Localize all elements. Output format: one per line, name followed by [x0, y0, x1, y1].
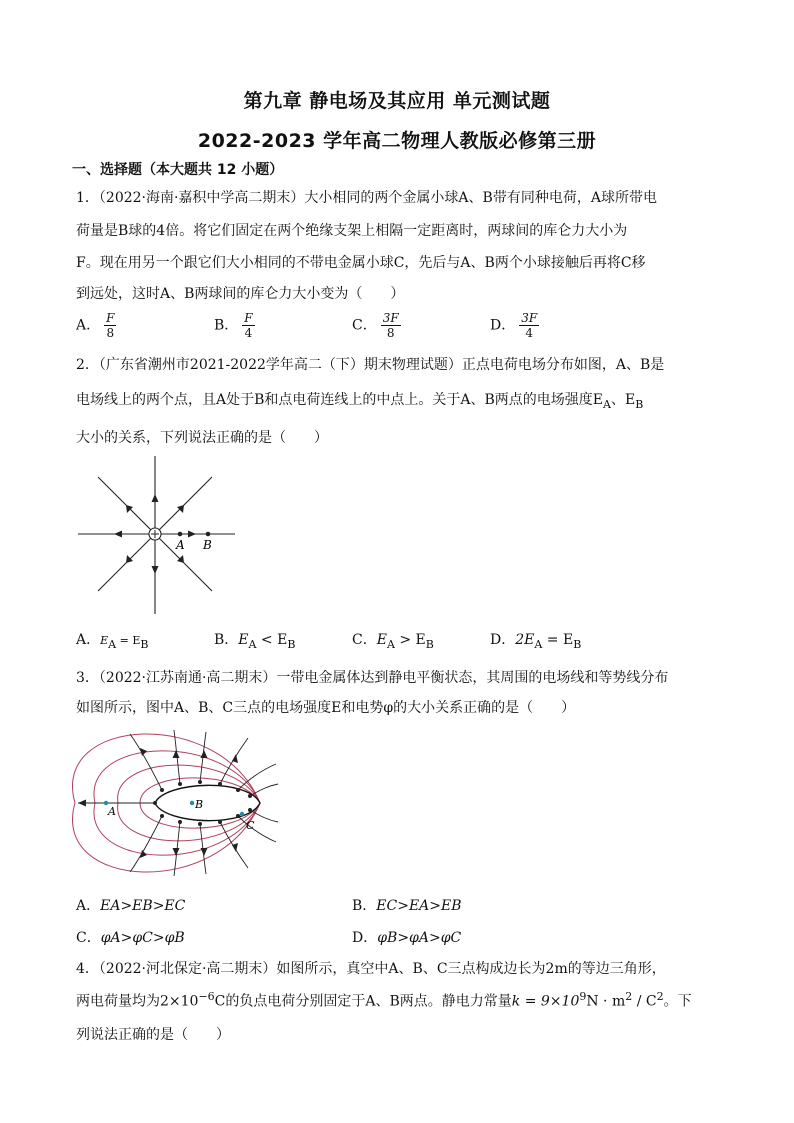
q2-option-b[interactable] — [214, 629, 295, 651]
label-b: B — [203, 538, 212, 552]
subscript: B — [287, 637, 296, 651]
q2-line2-text: 电场线上的两个点，且A处于B和点电荷连线上的中点上。关于A、B两点的电场强度E — [76, 392, 604, 408]
q2-line3: 大小的关系，下列说法正确的是（ ） — [76, 430, 328, 446]
option-letter: A． — [76, 317, 101, 334]
option-text: φA>φC>φB — [100, 930, 185, 946]
q1-line2: 荷量是B球的4倍。将它们固定在两个绝缘支架上相隔一定距离时，两球间的库仑力大小为 — [76, 223, 628, 239]
q4-charge: 2×10 — [160, 993, 199, 1010]
fraction-num: 3F — [382, 311, 399, 325]
q2-line2 — [76, 389, 643, 411]
q4-text: 。下 — [663, 993, 692, 1010]
opt-e: E — [376, 632, 387, 648]
fraction-den: 4 — [244, 326, 253, 340]
q1-option-a[interactable] — [76, 311, 116, 340]
fraction-den: 4 — [525, 326, 534, 340]
opt-e: E — [100, 634, 109, 647]
label-a: A — [176, 538, 185, 552]
fraction-num: 3F — [521, 311, 538, 325]
q3-option-b[interactable] — [352, 895, 462, 915]
point-charge-field-figure — [70, 452, 240, 622]
option-text: φB>φA>φC — [377, 930, 462, 946]
q1-option-b[interactable] — [214, 311, 255, 340]
option-letter: D． — [490, 317, 516, 334]
q4-text: 两电荷量均为 — [76, 993, 160, 1010]
option-letter: B． — [214, 317, 239, 334]
conductor-field-figure — [70, 726, 280, 890]
opt-e: E — [238, 632, 249, 648]
q3-line1: 3．（2022·江苏南通·高二期末）一带电金属体达到静电平衡状态，其周围的电场线和等势线分布 — [76, 670, 669, 686]
q3-option-a[interactable] — [76, 895, 185, 915]
superscript: 9 — [579, 990, 587, 1003]
subscript: A — [534, 637, 543, 651]
fraction — [104, 311, 116, 340]
opt-mid: < E — [256, 632, 288, 648]
fraction-num: F — [106, 311, 115, 325]
option-letter: C． — [76, 930, 101, 946]
subscript: A — [248, 637, 257, 651]
opt-mid: > E — [394, 632, 426, 648]
option-letter: C． — [352, 317, 377, 334]
subscript: A — [108, 637, 117, 651]
fraction-den: 8 — [106, 326, 115, 340]
q2-option-c[interactable] — [352, 629, 434, 651]
opt-mid: = E — [116, 634, 141, 647]
q4-line2 — [76, 990, 692, 1011]
q3-line2: 如图所示，图中A、B、C三点的电场强度E和电势φ的大小关系正确的是（ ） — [76, 700, 576, 716]
q4-constant: k = 9×10 — [511, 993, 580, 1010]
q3-option-c[interactable] — [76, 927, 185, 947]
label-c: C — [246, 819, 255, 832]
q1-line4: 到远处，这时A、B两球间的库仑力大小变为（ ） — [76, 286, 405, 302]
q3-option-d[interactable] — [352, 927, 461, 947]
label-b: B — [195, 798, 204, 811]
option-letter: B． — [214, 632, 239, 648]
q4-line1: 4．（2022·河北保定·高二期末）如图所示，真空中A、B、C三点构成边长为2m的等边三角形， — [76, 961, 666, 977]
option-letter: C． — [352, 632, 377, 648]
option-letter: D． — [352, 930, 378, 946]
subscript: B — [425, 637, 434, 651]
subscript: A — [603, 397, 611, 411]
subscript: B — [635, 397, 644, 411]
q4-text: C的负点电荷分别固定于A、B两点。静电力常量 — [214, 993, 512, 1010]
fraction — [242, 311, 254, 340]
option-letter: D． — [490, 632, 516, 648]
opt-e: 2E — [515, 632, 535, 648]
fraction — [519, 311, 539, 340]
subscript: B — [573, 637, 582, 651]
superscript: 2 — [656, 990, 664, 1003]
subscript: B — [140, 637, 149, 651]
section-heading: 一、选择题（本大题共 12 小题） — [72, 162, 284, 178]
option-letter: A． — [76, 898, 101, 914]
q1-option-c[interactable] — [352, 311, 401, 340]
q1-line3: F。现在用另一个跟它们大小相同的不带电金属小球C，先后与A、B两个小球接触后再将C移 — [76, 255, 646, 271]
q2-line2-sep: 、E — [610, 392, 636, 408]
superscript: −6 — [198, 990, 215, 1003]
q4-unit: / C — [632, 993, 657, 1010]
q2-line1: 2．（广东省潮州市2021-2022学年高二（下）期末物理试题）正点电荷电场分布如图，A、B是 — [76, 357, 665, 373]
label-a: A — [108, 805, 116, 818]
subscript: A — [386, 637, 395, 651]
fraction-num: F — [244, 311, 253, 325]
option-letter: A． — [76, 632, 101, 648]
q1-option-d[interactable] — [490, 311, 539, 340]
q1-line1: 1．（2022·海南·嘉积中学高二期末）大小相同的两个金属小球A、B带有同种电荷，A球所带电 — [76, 190, 657, 206]
option-letter: B． — [352, 898, 377, 914]
page-title: 第九章 静电场及其应用 单元测试题 — [243, 90, 551, 112]
superscript: 2 — [625, 990, 633, 1003]
option-text: EC>EA>EB — [376, 898, 462, 914]
fraction-den: 8 — [386, 326, 395, 340]
fraction — [381, 311, 401, 340]
opt-mid: = E — [542, 632, 574, 648]
q4-unit: N · m — [586, 993, 626, 1010]
q2-option-a[interactable] — [76, 629, 148, 651]
q2-option-d[interactable] — [490, 629, 581, 651]
q4-line3: 列说法正确的是（ ） — [76, 1027, 230, 1043]
page-subtitle: 2022-2023 学年高二物理人教版必修第三册 — [197, 130, 597, 152]
option-text: EA>EB>EC — [100, 898, 186, 914]
